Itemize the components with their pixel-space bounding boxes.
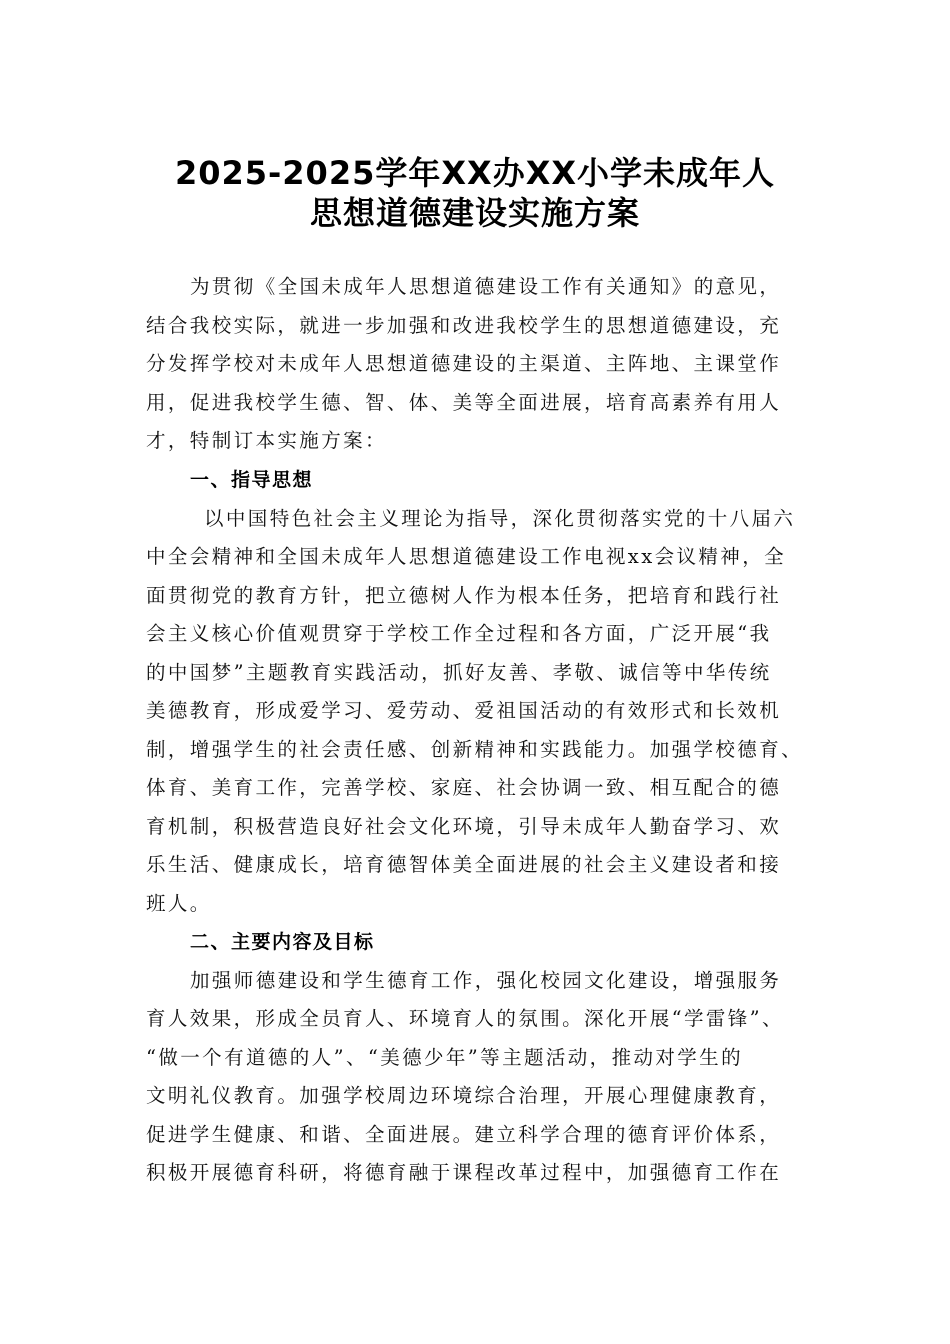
section1-line: 育机制，积极营造良好社会文化环境，引导未成年人勤奋学习、欢	[146, 815, 782, 838]
section-heading: 一、指导思想	[190, 469, 314, 491]
section-heading: 二、主要内容及目标	[190, 931, 375, 953]
section1-line: 美德教育，形成爱学习、爱劳动、爱祖国活动的有效形式和长效机	[146, 699, 782, 722]
section2-line: “做一个有道德的人”、“美德少年”等主题活动，推动对学生的	[146, 1046, 743, 1069]
section2-line: 加强师德建设和学生德育工作，强化校园文化建设，增强服务	[190, 969, 782, 992]
section1-line: 会主义核心价值观贯穿于学校工作全过程和各方面，广泛开展“我	[146, 622, 772, 645]
section1-line: 体育、美育工作，完善学校、家庭、社会协调一致、相互配合的德	[146, 776, 782, 799]
section2-line: 文明礼仪教育。加强学校周边环境综合治理，开展心理健康教育，	[146, 1084, 782, 1107]
section1-line: 面贯彻党的教育方针，把立德树人作为根本任务，把培育和践行社	[146, 584, 782, 607]
intro-line: 分发挥学校对未成年人思想道德建设的主渠道、主阵地、主课堂作	[146, 352, 782, 375]
section1-line: 以中国特色社会主义理论为指导，深化贯彻落实党的十八届六	[204, 507, 796, 530]
intro-line: 结合我校实际，就进一步加强和改进我校学生的思想道德建设，充	[146, 314, 782, 337]
section2-line: 积极开展德育科研，将德育融于课程改革过程中，加强德育工作在	[146, 1161, 782, 1184]
section1-line: 班人。	[146, 892, 212, 915]
section2-line: 育人效果，形成全员育人、环境育人的氛围。深化开展“学雷锋”、	[146, 1007, 784, 1030]
intro-line: 才，特制订本实施方案：	[146, 429, 387, 452]
section1-line: 的中国梦”主题教育实践活动，抓好友善、孝敬、诚信等中华传统	[146, 661, 772, 684]
section1-line: 中全会精神和全国未成年人思想道德建设工作电视xx会议精神，全	[146, 545, 786, 568]
intro-line: 为贯彻《全国未成年人思想道德建设工作有关通知》的意见，	[190, 275, 782, 298]
intro-line: 用，促进我校学生德、智、体、美等全面进展，培育高素养有用人	[146, 391, 782, 414]
document-title-line1: 2025-2025学年XX办XX小学未成年人	[174, 154, 776, 192]
section2-line: 促进学生健康、和谐、全面进展。建立科学合理的德育评价体系，	[146, 1123, 782, 1146]
section1-line: 乐生活、健康成长，培育德智体美全面进展的社会主义建设者和接	[146, 853, 782, 876]
document-title-line2: 思想道德建设实施方案	[309, 194, 640, 232]
section1-line: 制，增强学生的社会责任感、创新精神和实践能力。加强学校德育、	[146, 738, 804, 761]
